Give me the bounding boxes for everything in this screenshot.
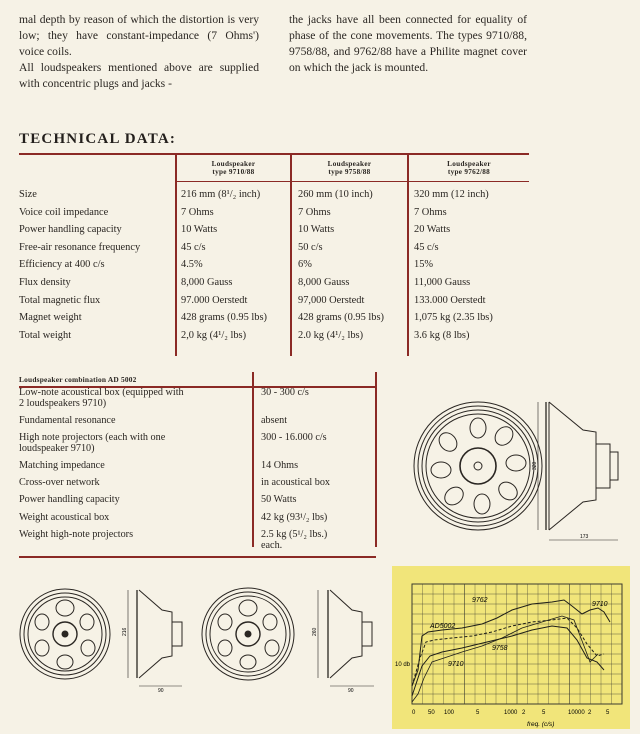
graph-grid	[412, 584, 622, 704]
small1-depth-dim: 90	[158, 688, 164, 694]
x-tick-label: 0	[412, 710, 416, 716]
combination-label: High note projectors (each with one loudspeaker 9710)	[19, 432, 166, 454]
technical-data-heading: TECHNICAL DATA:	[19, 131, 177, 147]
center-pole-circle	[460, 448, 496, 484]
cell-9758: 97,000 Oerstedt	[298, 294, 365, 306]
combination-value: 2.5 kg (5¹/₂ lbs.) each.	[261, 529, 328, 551]
combination-label: Cross-over network	[19, 477, 100, 488]
row-label: Free-air resonance frequency	[19, 241, 141, 253]
combination-divider	[252, 372, 254, 547]
combination-value: 50 Watts	[261, 494, 297, 505]
curve-label-9710-top: 9710	[592, 601, 608, 608]
table-divider-2	[290, 153, 292, 356]
loudspeaker-9762-drawing	[408, 388, 633, 558]
cell-9762: 11,000 Gauss	[414, 277, 471, 288]
x-tick-label: 100	[444, 710, 455, 716]
row-label: Magnet weight	[19, 312, 82, 324]
row-label: Efficiency at 400 c/s	[19, 259, 105, 271]
row-label: Size	[19, 189, 37, 200]
x-tick-label: 2	[522, 710, 526, 716]
frequency-response-graph	[392, 566, 630, 729]
combination-value: 300 - 16.000 c/s	[261, 432, 327, 443]
cell-9758: 7 Ohms	[298, 206, 331, 218]
combination-bottom-rule	[19, 556, 376, 558]
cell-9762: 45 c/s	[414, 241, 439, 253]
combination-label: Weight high-note projectors	[19, 529, 134, 540]
combination-right-rule	[375, 372, 377, 547]
cell-9762: 3.6 kg (8 lbs)	[414, 329, 470, 341]
cell-9762: 15%	[414, 259, 434, 271]
combination-value: 42 kg (93¹/₂ lbs)	[261, 512, 328, 523]
combination-label: Power handling capacity	[19, 494, 120, 505]
row-label: Flux density	[19, 277, 71, 288]
outer-rim-circle	[414, 402, 542, 530]
combination-label: Weight acoustical box	[19, 512, 110, 523]
row-label: Total weight	[19, 329, 72, 341]
column-header-9710: Loudspeaker type 9710/88	[211, 160, 256, 176]
db-scale-label: 10 db	[395, 662, 411, 668]
combination-value: absent	[261, 415, 288, 426]
x-tick-label: 5	[476, 710, 480, 716]
intro-paragraph-1: mal depth by reason of which the distortion is very low; they have constant-impedance (7 Ohms') voice coils.	[19, 13, 259, 58]
small1-height-dim: 216	[122, 627, 128, 636]
table-top-rule	[19, 153, 529, 155]
column-header-9758: Loudspeaker type 9758/88	[327, 160, 372, 176]
cell-9762: 7 Ohms	[414, 206, 447, 218]
combination-label: Low-note acoustical box (equipped with 2 loudspeakers 9710)	[19, 387, 184, 409]
cell-9710: 7 Ohms	[181, 206, 214, 218]
loudspeaker-9758-drawing	[196, 578, 391, 708]
cell-9710: 216 mm (8¹/₂ inch)	[181, 189, 261, 200]
combination-value: 14 Ohms	[261, 460, 299, 471]
x-tick-labels	[412, 710, 610, 716]
curve-label-9758: 9758	[492, 645, 508, 652]
cell-9758: 6%	[298, 259, 312, 271]
intro-paragraph-2: All loudspeakers mentioned above are supplied with concentric plugs and jacks -	[19, 61, 259, 90]
x-axis-label: freq. (c/s)	[527, 721, 555, 728]
cell-9758: 8,000 Gauss	[298, 277, 350, 288]
table-divider-1	[175, 153, 177, 356]
table-header-rule	[175, 181, 529, 182]
row-label: Voice coil impedance	[19, 206, 109, 218]
x-tick-label: 1000	[504, 710, 518, 716]
x-tick-label: 50	[428, 710, 435, 716]
row-label: Total magnetic flux	[19, 294, 101, 306]
small2-height-dim: 260	[312, 627, 318, 636]
cell-9710: 10 Watts	[181, 224, 218, 236]
cell-9762: 133.000 Oerstedt	[414, 294, 486, 306]
cell-9710: 8,000 Gauss	[181, 277, 233, 288]
cell-9762: 20 Watts	[414, 224, 451, 236]
response-curves	[412, 600, 610, 702]
x-tick-label: 2	[588, 710, 592, 716]
large-height-dim: 320	[532, 461, 538, 470]
row-label: Power handling capacity	[19, 224, 122, 236]
curve-label-ad5002: AD5002	[430, 623, 456, 630]
curve-label-9710: 9710	[448, 661, 464, 668]
column-header-9762: Loudspeaker type 9762/88	[447, 160, 491, 176]
curve-label-9762: 9762	[472, 597, 488, 604]
cell-9762: 1,075 kg (2.35 lbs)	[414, 312, 493, 324]
cell-9762: 320 mm (12 inch)	[414, 189, 489, 200]
small2-depth-dim: 90	[348, 688, 354, 694]
combination-value: in acoustical box	[261, 477, 331, 488]
combination-label: Matching impedance	[19, 460, 105, 471]
x-tick-label: 5	[542, 710, 546, 716]
cell-9758: 50 c/s	[298, 241, 323, 253]
curve-9762	[412, 600, 610, 686]
cell-9710: 45 c/s	[181, 241, 206, 253]
combination-title: Loudspeaker combination AD 5002	[19, 375, 137, 384]
combination-value: 30 - 300 c/s	[261, 387, 309, 398]
cell-9710: 2,0 kg (4¹/₂ lbs)	[181, 329, 247, 341]
cell-9710: 4.5%	[181, 259, 203, 271]
large-depth-dim: 173	[580, 534, 589, 540]
vent-holes	[431, 418, 526, 514]
x-tick-label: 5	[606, 710, 610, 716]
loudspeaker-9710-drawing	[12, 578, 197, 708]
cell-9758: 2.0 kg (4¹/₂ lbs)	[298, 329, 364, 341]
intro-paragraph-3: the jacks have all been connected for equality of phase of the cone movements. The types 9710/88, 9758/88, and 9762/88 have a Philite magnet cover on which the jack is mounted.	[289, 13, 527, 74]
curve-9758	[412, 626, 604, 696]
intro-left-column	[19, 12, 259, 92]
intro-right-column	[289, 12, 527, 76]
cell-9758: 10 Watts	[298, 224, 335, 236]
x-tick-label: 10000	[568, 710, 585, 716]
cell-9710: 97.000 Oerstedt	[181, 294, 248, 306]
cell-9710: 428 grams (0.95 lbs)	[181, 312, 268, 324]
cell-9758: 260 mm (10 inch)	[298, 189, 373, 200]
combination-label: Fundamental resonance	[19, 415, 116, 426]
cell-9758: 428 grams (0.95 lbs)	[298, 312, 385, 324]
table-divider-3	[407, 153, 409, 356]
